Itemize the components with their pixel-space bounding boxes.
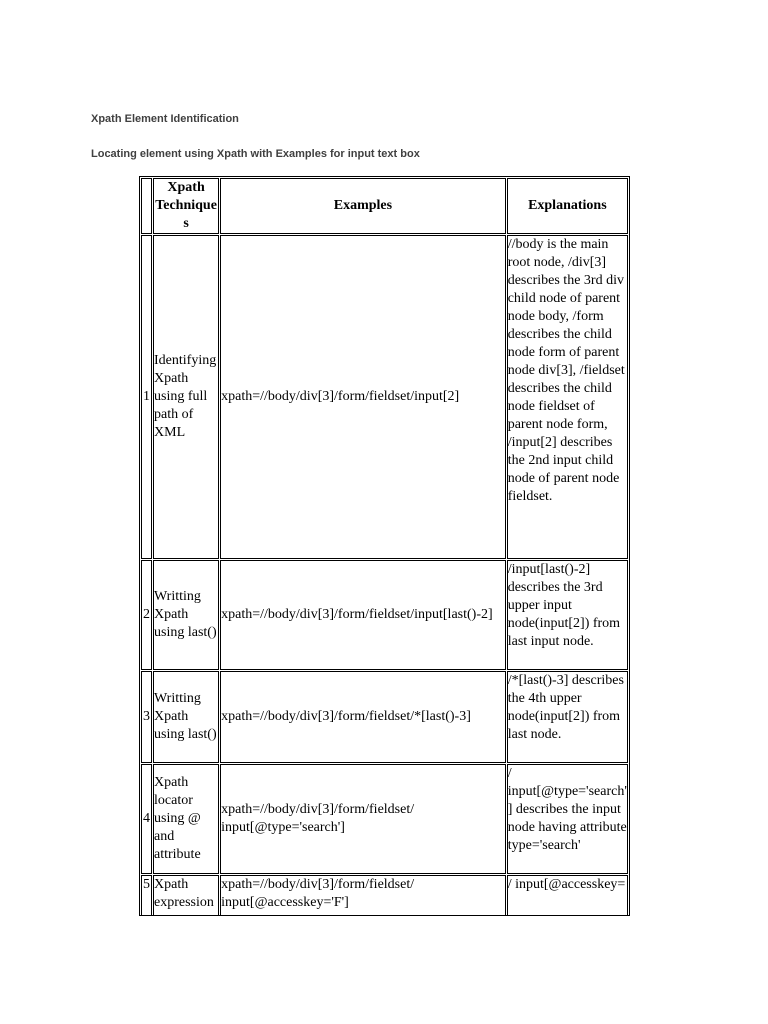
- example-cell: xpath=//body/div[3]/form/fieldset/ input[@type='search']: [220, 764, 506, 874]
- header-number: [141, 178, 152, 234]
- example-cell: xpath=//body/div[3]/form/fieldset/input[2]: [220, 235, 506, 559]
- table-row: [141, 671, 628, 763]
- technique-cell: Xpath locator using @ and attribute: [153, 764, 219, 874]
- row-number: 2: [141, 560, 152, 670]
- technique-cell: Writting Xpath using last(): [153, 560, 219, 670]
- table-row: [141, 764, 628, 874]
- document-subtitle: Locating element using Xpath with Examples for input text box: [91, 148, 420, 160]
- table-header-row: [141, 178, 628, 234]
- row-number: 1: [141, 235, 152, 559]
- xpath-table-container: [139, 176, 630, 916]
- table-row: [141, 235, 628, 559]
- explanation-cell: / input[@type='search'] describes the input node having attribute type='search': [507, 764, 628, 874]
- explanation-cell: / input[@accesskey=: [507, 875, 628, 916]
- row-number: 3: [141, 671, 152, 763]
- row-number: 4: [141, 764, 152, 874]
- table-row: [141, 560, 628, 670]
- header-technique: Xpath Techniques: [153, 178, 219, 234]
- row-number: 5: [141, 875, 152, 916]
- example-cell: xpath=//body/div[3]/form/fieldset/ input[@accesskey='F']: [220, 875, 506, 916]
- example-cell: xpath=//body/div[3]/form/fieldset/input[last()-2]: [220, 560, 506, 670]
- explanation-cell: /input[last()-2] describes the 3rd upper input node(input[2]) from last input node.: [507, 560, 628, 670]
- example-cell: xpath=//body/div[3]/form/fieldset/*[last()-3]: [220, 671, 506, 763]
- technique-cell: Xpath expression: [153, 875, 219, 916]
- header-explanations: Explanations: [507, 178, 628, 234]
- explanation-cell: /*[last()-3] describes the 4th upper node(input[2]) from last node.: [507, 671, 628, 763]
- table-row: [141, 875, 628, 916]
- technique-cell: Writting Xpath using last(): [153, 671, 219, 763]
- header-examples: Examples: [220, 178, 506, 234]
- technique-cell: Identifying Xpath using full path of XML: [153, 235, 219, 559]
- xpath-techniques-table: [140, 177, 629, 916]
- explanation-cell: //body is the main root node, /div[3] describes the 3rd div child node of parent node body, /form describes the child node form of parent node div[3], /fieldset describes the child node fieldset of parent node form, /input[2] describes the 2nd input child node of parent node fieldset.: [507, 235, 628, 559]
- document-title: Xpath Element Identification: [91, 113, 239, 125]
